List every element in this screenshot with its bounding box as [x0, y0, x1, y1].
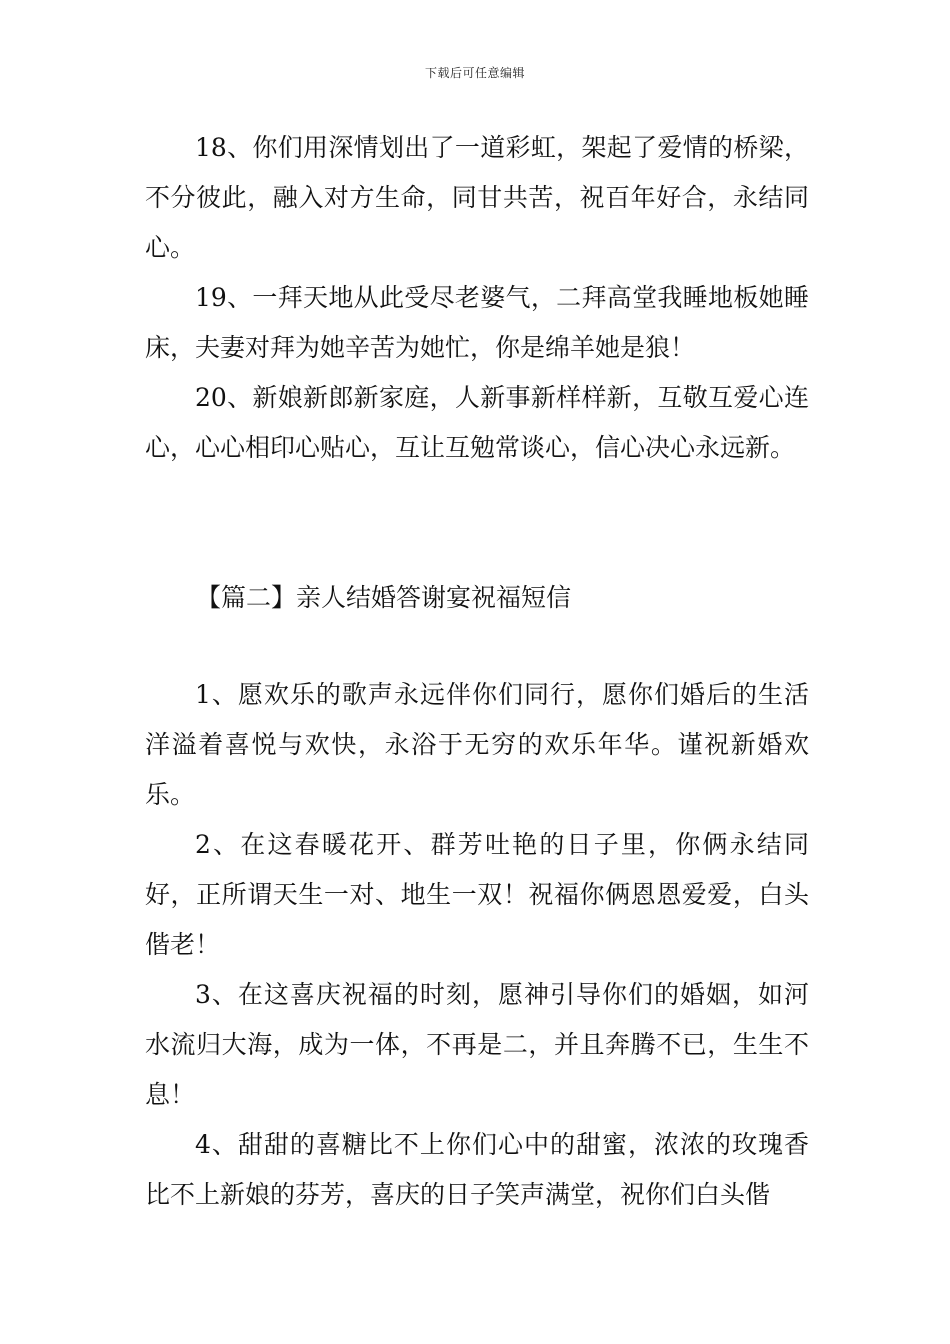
paragraph-20: 20、新娘新郎新家庭，人新事新样样新，互敬互爱心连心，心心相印心贴心，互让互勉常谈心，信心决心永远新。 — [145, 383, 809, 462]
paragraph-18: 18、你们用深情划出了一道彩虹，架起了爱情的桥梁，不分彼此，融入对方生命，同甘共苦，祝百年好合，永结同心。 — [145, 133, 809, 262]
paragraph-2: 2、在这春暖花开、群芳吐艳的日子里，你俩永结同好，正所谓天生一对、地生一双！祝福你俩恩恩爱爱，白头偕老！ — [145, 830, 809, 959]
paragraph-4: 4、甜甜的喜糖比不上你们心中的甜蜜，浓浓的玫瑰香比不上新娘的芬芳，喜庆的日子笑声满堂，祝你们白头偕 — [145, 1130, 809, 1209]
paragraph-1: 1、愿欢乐的歌声永远伴你们同行，愿你们婚后的生活洋溢着喜悦与欢快，永浴于无穷的欢乐年华。谨祝新婚欢乐。 — [145, 680, 809, 809]
page-header: 下载后可任意编辑 — [424, 66, 525, 80]
section-heading: 【篇二】亲人结婚答谢宴祝福短信 — [196, 583, 572, 612]
paragraph-3: 3、在这喜庆祝福的时刻，愿神引导你们的婚姻，如河水流归大海，成为一体，不再是二，并且奔腾不已，生生不息！ — [145, 980, 809, 1109]
paragraph-19: 19、一拜天地从此受尽老婆气，二拜高堂我睡地板她睡床，夫妻对拜为她辛苦为她忙，你是绵羊她是狼！ — [145, 283, 809, 362]
